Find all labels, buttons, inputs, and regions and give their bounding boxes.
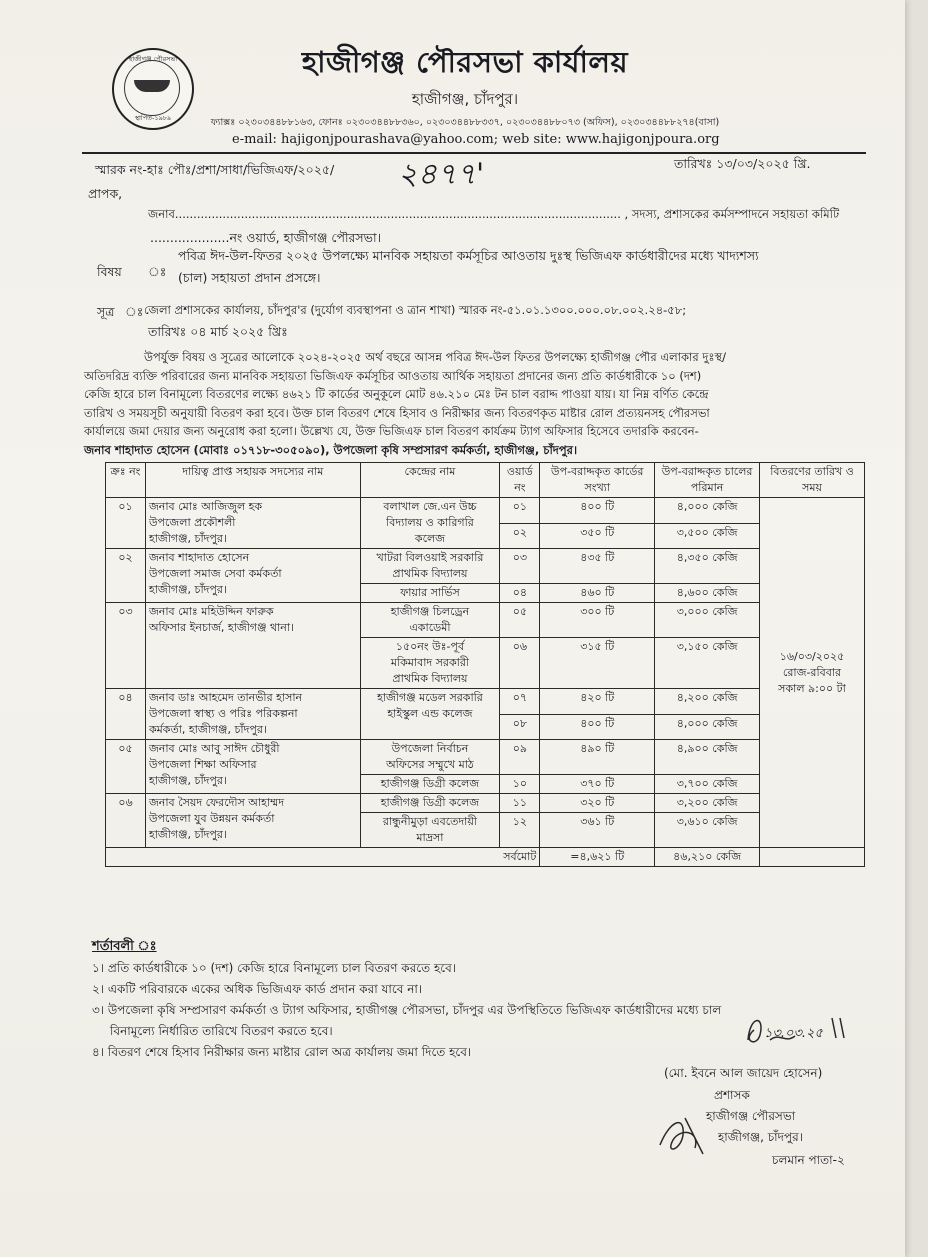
center-cell: ফায়ার সার্ভিস (360, 584, 500, 603)
cards-cell: ৩৫০ টি (540, 523, 655, 549)
subject-label: বিষয় (97, 264, 122, 279)
reference-separator: ঃ (125, 304, 144, 319)
office-location: হাজীগঞ্জ, চাঁদপুর। (411, 90, 519, 108)
cards-cell: ৪৯০ টি (540, 740, 655, 775)
table-header-row (106, 463, 865, 498)
condition-item: ১। প্রতি কার্ডধারীকে ১০ (দশ) কেজি হারে বিনামূল্যে চাল বিতরণ করতে হবে। (92, 961, 457, 975)
body-line-4: তারিখ ও সময়সূচী অনুযায়ী বিতরণ করা হবে। উক্ত চাল বিতরণ শেষে হিসাব ও নিরীক্ষার জন্য বিতরণকৃত মাষ্টার রোল প্রত্যয়নসহ পৌরসভা (84, 405, 710, 420)
rice-cell: ৪,২০০ কেজি (655, 689, 760, 715)
email-website: e-mail: hajigonjpourashava@yahoo.com; web site: www.hajigonjpoura.org (232, 132, 720, 147)
header-card-count: উপ-বরাদ্দকৃত কার্ডের সংখ্যা (540, 463, 655, 498)
signatory-office: হাজীগঞ্জ পৌরসভা (706, 1109, 796, 1123)
rice-cell: ৩,৬১০ কেজি (655, 813, 760, 848)
center-cell: হাজীগঞ্জ মডেল সরকারি হাইস্কুল এন্ড কলেজ (360, 689, 500, 740)
rice-cell: ৪,০০০ কেজি (655, 498, 760, 524)
recipient-line-1: জনাব.......................................................................................................................... , সদস্য, প্রশাসকের কর্মসম্পাদনে সহায়তা কমিটি (148, 207, 840, 221)
body-paragraph (84, 348, 884, 459)
schedule-cell: ১৬/০৩/২০২৫ রোজ-রবিবার সকাল ৯:০০ টা (760, 498, 865, 848)
header-center-name: কেন্দ্রের নাম (360, 463, 500, 498)
subject-line-2: (চাল) সহায়তা প্রদান প্রসঙ্গে। (178, 270, 321, 285)
cards-cell: ৪৩৫ টি (540, 549, 655, 584)
member-cell: জনাব মোঃ আবু সাঈদ চৌধুরী উপজেলা শিক্ষা অফিসার হাজীগঞ্জ, চাঁদপুর। (145, 740, 360, 794)
total-rice: ৪৬,২১০ কেজি (655, 848, 760, 867)
rice-cell: ৩,২০০ কেজি (655, 794, 760, 813)
cards-cell: ৩৭০ টি (540, 775, 655, 794)
member-cell: জনাব মোঃ আজিজুল হক উপজেলা প্রকৌশলী হাজীগঞ্জ, চাঁদপুর। (145, 498, 360, 549)
body-line-2: অতিদরিদ্র ব্যক্তি পরিবারের জন্য মানবিক সহায়তা ভিজিএফ কর্মসূচির আওতায় আর্থিক সহায়তা প্রদানের জন্য প্রতি কার্ডধারীকে ১০ (দশ) (84, 368, 702, 383)
cards-cell: ৪২০ টি (540, 689, 655, 715)
serial-cell: ০২ (106, 549, 146, 603)
ward-cell: ০৬ (500, 638, 540, 689)
ward-cell: ০৯ (500, 740, 540, 775)
body-line-3: কেজি হারে চাল বিনামূল্যে বিতরণের লক্ষ্যে ৪৬২১ টি কার্ডের অনুকূলে মোট ৪৬.২১০ মেঃ টন চাল বরাদ্দ পাওয়া যায়। যা নিম্ন বর্ণিত কেন্দ্রে (84, 387, 709, 401)
table-total-row (106, 848, 865, 867)
rice-cell: ৪,৯০০ কেজি (655, 740, 760, 775)
ward-cell: ০৩ (500, 549, 540, 584)
phone-numbers: ফ্যাক্সঃ ০২৩০৩৪৪৮৮১৬৩, ফোনঃ ০২৩০৩৪৪৮৮৩৬০, ০২৩০৩৪৪৮৮৩৩৭, ০২৩০৩৪৪৮৮০৭৩ (অফিস), ০২৩০৩৪৪৮৮২৭৪(বাসা) (210, 117, 720, 128)
seal-text-top: হাজীগঞ্জ পৌরসভা (128, 55, 178, 63)
rice-cell: ৪,০০০ কেজি (655, 714, 760, 740)
serial-cell: ০১ (106, 498, 146, 549)
body-line-5: কার্যালয়ে জমা দেয়ার জন্য অনুরোধ করা হলো। উল্লেখ্য যে, উক্ত ভিজিএফ চাল বিতরণ কার্যক্রম ট্যাগ অফিসার হিসেবে তদারকি করবেন- (84, 424, 699, 438)
center-cell: খাটরা বিলওয়াই সরকারি প্রাথমিক বিদ্যালয় (360, 549, 500, 584)
member-cell: জনাব সৈয়দ ফেরদৌস আহাম্মদ উপজেলা যুব উন্নয়ন কর্মকর্তা হাজীগঞ্জ, চাঁদপুর। (145, 794, 360, 848)
ward-cell: ১০ (500, 775, 540, 794)
condition-item: ২। একটি পরিবারকে একের অধিক ভিজিএফ কার্ড প্রদান করা যাবে না। (92, 982, 423, 996)
serial-cell: ০৪ (106, 689, 146, 740)
subject-line-1: পবিত্র ঈদ-উল-ফিতর ২০২৫ উপলক্ষ্যে মানবিক সহায়তা কর্মসূচির আওতায় দুঃস্থ ভিজিএফ কার্ডধারীদের মধ্যে খাদ্যশস্য (178, 248, 759, 263)
memo-date: তারিখঃ ১৩/০৩/২০২৫ খ্রি. (674, 156, 811, 171)
ward-cell: ০৫ (500, 603, 540, 638)
cards-cell: ৩০০ টি (540, 603, 655, 638)
center-cell: ১৫০নং উঃ-পূর্ব মকিমাবাদ সরকারী প্রাথমিক বিদ্যালয় (360, 638, 500, 689)
ward-cell: ১১ (500, 794, 540, 813)
center-cell: হাজীগঞ্জ চিলড্রেন একাডেমী (360, 603, 500, 638)
cards-cell: ৩১৫ টি (540, 638, 655, 689)
cards-cell: ৪০০ টি (540, 498, 655, 524)
body-line-6-tag-officer: জনাব শাহাদাত হোসেন (মোবাঃ ০১৭১৮-৩০৫০৯০), উপজেলা কৃষি সম্প্রসারণ কর্মকর্তা, হাজীগঞ্জ, চাঁদপুর। (84, 442, 578, 457)
member-cell: জনাব ডাঃ আহমেদ তানভীর হাসান উপজেলা স্বাস্থ্য ও পরিঃ পরিকল্পনা কর্মকর্তা, হাজীগঞ্জ, চাঁদপুর। (145, 689, 360, 740)
conditions-heading: শর্তাবলী ঃ (92, 939, 157, 954)
table-row (106, 794, 865, 813)
table-row (106, 740, 865, 775)
signatory-place: হাজীগঞ্জ, চাঁদপুর। (718, 1130, 803, 1144)
total-label: সর্বমোট (106, 848, 540, 867)
ward-cell: ১২ (500, 813, 540, 848)
recipient-line-2: ....................নং ওয়ার্ড, হাজীগঞ্জ পৌরসভা। (150, 230, 382, 245)
rice-cell: ৩,৭০০ কেজি (655, 775, 760, 794)
center-cell: হাজীগঞ্জ ডিগ্রী কলেজ (360, 775, 500, 794)
rice-cell: ৪,৬০০ কেজি (655, 584, 760, 603)
recipient-label: প্রাপক, (88, 186, 123, 201)
reference-line-1: জেলা প্রশাসকের কার্যালয়, চাঁদপুর'র (দুর্যোগ ব্যবস্থাপনা ও ত্রান শাখা) স্মারক নং-৫১.০১.১৩০০.০০০.০৮.০০২.২৪-৫৮; (144, 303, 687, 317)
memo-number-handwritten: ২৪৭৭' (398, 157, 485, 192)
signatory-title: প্রশাসক (714, 1088, 750, 1102)
municipality-seal-logo (112, 48, 194, 130)
serial-cell: ০৫ (106, 740, 146, 794)
reference-label: সূত্র (97, 304, 115, 319)
ward-cell: ০২ (500, 523, 540, 549)
table-row (106, 549, 865, 584)
condition-item: ৩। উপজেলা কৃষি সম্প্রসারণ কর্মকর্তা ও ট্যাগ অফিসার, হাজীগঞ্জ পৌরসভা, চাঁদপুর এর উপস্থিতিতে ভিজিএফ কার্ডধারীদের মধ্যে চাল (92, 1003, 722, 1017)
ward-cell: ০৭ (500, 689, 540, 715)
member-cell: জনাব মোঃ মহিউদ্দিন ফারুক অফিসার ইনচার্জ, হাজীগঞ্জ থানা। (145, 603, 360, 689)
rice-cell: ৪,৩৫০ কেজি (655, 549, 760, 584)
subject-separator: ঃ (148, 264, 167, 279)
header-member-name: দায়িত্ব প্রাপ্ত সহায়ক সদস্যের নাম (145, 463, 360, 498)
header-serial: ক্রঃ নং (106, 463, 146, 498)
center-cell: উপজেলা নির্বাচন অফিসের সম্মুখে মাঠ (360, 740, 500, 775)
body-line-1: উপর্যুক্ত বিষয় ও সূত্রের আলোকে ২০২৪-২০২৫ অর্থ বছরে আসন্ন পবিত্র ঈদ-উল ফিতর উপলক্ষ্যে হাজীগঞ্জ পৌর এলাকার দুঃস্থ/ (144, 350, 727, 364)
rice-cell: ৩,১৫০ কেজি (655, 638, 760, 689)
center-cell: বলাখাল জে.এন উচ্চ বিদ্যালয় ও কারিগরি কলেজ (360, 498, 500, 549)
office-title: হাজীগঞ্জ পৌরসভা কার্যালয় (301, 45, 629, 79)
header-rice-amount: উপ-বরাদ্দকৃত চালের পরিমান (655, 463, 760, 498)
condition-item-continued: বিনামূল্যে নির্ধারিত তারিখে বিতরণ করতে হবে। (110, 1024, 333, 1038)
serial-cell: ০৩ (106, 603, 146, 689)
signatory-name: (মো. ইবনে আল জায়েদ হোসেন) (664, 1066, 823, 1080)
ward-cell: ০৮ (500, 714, 540, 740)
signature-date-handwritten: ১৩.০৩.২৫ (764, 1026, 823, 1041)
rice-cell: ৩,৫০০ কেজি (655, 523, 760, 549)
memo-number-label: স্মারক নং-হাঃ পৌঃ/প্রশা/সাধা/ভিজিএফ/২০২৫/ (95, 162, 335, 177)
ward-cell: ০৪ (500, 584, 540, 603)
cards-cell: ৩২০ টি (540, 794, 655, 813)
serial-cell: ০৬ (106, 794, 146, 848)
distribution-table (105, 462, 865, 867)
continued-page-note: চলমান পাতা-২ (772, 1153, 845, 1167)
ward-cell: ০১ (500, 498, 540, 524)
table-row (106, 498, 865, 524)
table-row (106, 603, 865, 638)
center-cell: হাজীগঞ্জ ডিগ্রী কলেজ (360, 794, 500, 813)
cards-cell: ৪৬০ টি (540, 584, 655, 603)
cards-cell: ৩৬১ টি (540, 813, 655, 848)
member-cell: জনাব শাহাদাত হোসেন উপজেলা সমাজ সেবা কর্মকর্তা হাজীগঞ্জ, চাঁদপুর। (145, 549, 360, 603)
cards-cell: ৪০০ টি (540, 714, 655, 740)
seal-text-bottom: স্থাপিত-১৯৮৯ (134, 114, 172, 122)
total-cards: =৪,৬২১ টি (540, 848, 655, 867)
center-cell: রান্ধুনীমুড়া এবতেদায়ী মাদ্রসা (360, 813, 500, 848)
header-ward-no: ওয়ার্ড নং (500, 463, 540, 498)
reference-line-2: তারিখঃ ০৪ মার্চ ২০২৫ খ্রিঃ (148, 324, 288, 339)
rice-cell: ৩,০০০ কেজি (655, 603, 760, 638)
table-row (106, 689, 865, 715)
header-schedule: বিতরণের তারিখ ও সময় (760, 463, 865, 498)
condition-item: ৪। বিতরণ শেষে হিসাব নিরীক্ষার জন্য মাষ্টার রোল অত্র কার্যালয় জমা দিতে হবে। (92, 1045, 472, 1059)
